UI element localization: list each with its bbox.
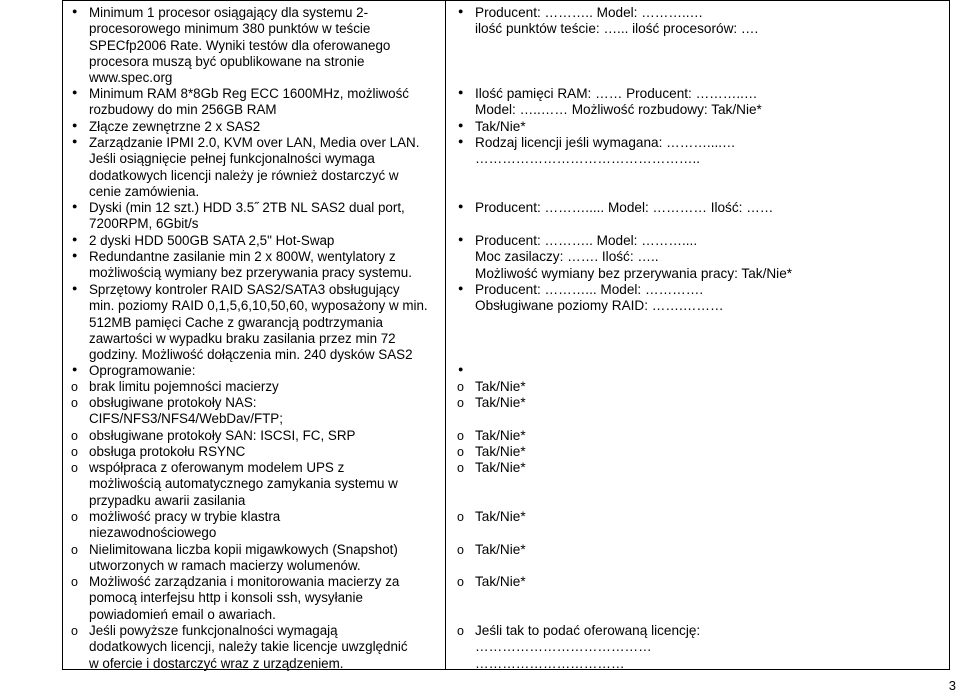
text-line: www.spec.org [89,70,173,86]
text-line: powiadomień email o awariach. [89,606,276,622]
bullet-icon: ● [458,283,464,293]
text-line: Minimum 1 procesor osiągający dla systemu 2- [89,5,369,20]
text-line: obsługiwane protokoły SAN: ISCSI, FC, SRP [89,428,356,443]
bullet-icon: ● [72,283,78,293]
text-line: Moc zasilaczy: ……. Ilość: ….. [475,249,659,265]
bullet-icon: ● [458,201,464,211]
text-line: Minimum RAM 8*8Gb Reg ECC 1600MHz, możliwość [89,86,409,101]
text-line: cenie zamówienia. [89,183,200,199]
bullet-icon: ● [72,120,78,130]
text-line: zawartości w wypadku braku zasilania przez min 72 [89,330,396,346]
text-line: utworzonych w ramach macierzy wolumenów. [89,558,361,574]
text-line: Tak/Nie* [475,444,526,459]
text-line: obsługa protokołu RSYNC [89,444,246,459]
bullet-icon: ● [458,87,464,97]
text-line: dodatkowych licencji należy je również dostarczyć w [89,167,399,183]
text-line: rozbudowy do min 256GB RAM [89,102,277,118]
text-line: dodatkowych licencji, należy takie licencje uwzględnić [89,639,408,655]
text-line: niezawodnościowego [89,525,217,541]
bullet-icon: ● [458,364,464,374]
text-line: Tak/Nie* [475,509,526,524]
text-line: Obsługiwane poziomy RAID: …….……… [475,298,724,314]
circle-bullet-icon: o [71,624,78,638]
text-line: Model: …..…… Możliwość rozbudowy: Tak/Nie* [475,102,762,118]
text-line: możliwością automatycznego zamykania systemu w [89,476,398,492]
text-line: Producent: ………... Model: …………. [475,282,704,297]
circle-bullet-icon: o [457,543,464,557]
text-line: ilość punktów teście: …... ilość procesorów: …. [475,21,759,37]
text-line: Możliwość wymiany bez przerywania pracy: Tak/Nie* [475,265,793,281]
circle-bullet-icon: o [71,575,78,589]
text-line: Jeśli tak to podać oferowaną licencję: [475,623,701,638]
text-line: Sprzętowy kontroler RAID SAS2/SATA3 obsługujący [89,282,400,297]
circle-bullet-icon: o [71,380,78,394]
text-line: ………………………………………….. [475,151,701,167]
text-line: godziny. Możliwość dołączenia min. 240 dysków SAS2 [89,347,413,363]
text-line: Oprogramowanie: [89,363,196,378]
bullet-icon: ● [72,201,78,211]
text-line: Tak/Nie* [475,379,526,394]
text-line: …………………………… [475,655,625,671]
text-line: Tak/Nie* [475,119,526,134]
text-line: Producent: ………..... Model: ………… Ilość: …… [475,200,774,215]
text-line: Nielimitowana liczba kopii migawkowych (Snapshot) [89,542,398,557]
circle-bullet-icon: o [457,396,464,410]
text-line: pomocą interfejsu http i konsoli ssh, wysyłanie [89,590,363,606]
text-line: Producent: ……….. Model: ………..… [475,5,704,20]
circle-bullet-icon: o [71,543,78,557]
text-line: współpraca z oferowanym modelem UPS z [89,460,345,475]
text-line: w ofercie i dostarczyć wraz z urządzeniem. [89,655,344,671]
circle-bullet-icon: o [457,461,464,475]
circle-bullet-icon: o [71,396,78,410]
text-line: CIFS/NFS3/NFS4/WebDav/FTP; [89,411,283,427]
circle-bullet-icon: o [71,445,78,459]
spec-table [62,0,950,670]
text-line: Ilość pamięci RAM: …… Producent: ………..… [475,86,758,101]
text-line: Jeśli osiągnięcie pełnej funkcjonalności wymaga [89,151,375,167]
bullet-icon: ● [72,234,78,244]
circle-bullet-icon: o [457,445,464,459]
text-line: brak limitu pojemności macierzy [89,379,279,394]
text-line: przypadku awarii zasilania [89,492,246,508]
bullet-icon: ● [72,6,78,16]
circle-bullet-icon: o [457,429,464,443]
text-line: Tak/Nie* [475,542,526,557]
page-number: 3 [948,678,956,693]
text-line: Zarządzanie IPMI 2.0, KVM over LAN, Media over LAN. [89,135,420,150]
circle-bullet-icon: o [71,461,78,475]
text-line: procesora muszą być opublikowane na stronie [89,53,365,69]
text-line: obsługiwane protokoły NAS: [89,395,257,410]
text-line: Producent: ……….. Model: ……….... [475,233,698,248]
text-line: min. poziomy RAID 0,1,5,6,10,50,60, wyposażony w min. [89,298,428,314]
text-line: Tak/Nie* [475,574,526,589]
text-line: Redundantne zasilanie min 2 x 800W, wentylatory z [89,249,396,264]
circle-bullet-icon: o [71,510,78,524]
circle-bullet-icon: o [457,624,464,638]
text-line: procesorowego minimum 380 punktów w teście [89,21,371,37]
bullet-icon: ● [458,234,464,244]
text-line: Złącze zewnętrzne 2 x SAS2 [89,119,261,134]
text-line: Rodzaj licencji jeśli wymagana: ………....… [475,135,736,150]
bullet-icon: ● [72,250,78,260]
text-line: Tak/Nie* [475,395,526,410]
bullet-icon: ● [458,6,464,16]
bullet-icon: ● [458,136,464,146]
column-divider [445,1,446,669]
circle-bullet-icon: o [457,510,464,524]
text-line: Możliwość zarządzania i monitorowania macierzy za [89,574,400,589]
text-line: ………………………………… [475,639,652,655]
text-line: możliwością wymiany bez przerywania pracy systemu. [89,265,412,281]
text-line: SPECfp2006 Rate. Wyniki testów dla oferowanego [89,37,391,53]
text-line: Tak/Nie* [475,428,526,443]
text-line: Tak/Nie* [475,460,526,475]
text-line: Dyski (min 12 szt.) HDD 3.5˝ 2TB NL SAS2 dual port, [89,200,405,215]
circle-bullet-icon: o [71,429,78,443]
text-line: Jeśli powyższe funkcjonalności wymagają [89,623,338,638]
text-line: 2 dyski HDD 500GB SATA 2,5" Hot-Swap [89,233,335,248]
text-line: możliwość pracy w trybie klastra [89,509,281,524]
bullet-icon: ● [72,136,78,146]
circle-bullet-icon: o [457,380,464,394]
text-line: 512MB pamięci Cache z gwarancją podtrzymania [89,314,383,330]
bullet-icon: ● [72,87,78,97]
circle-bullet-icon: o [457,575,464,589]
bullet-icon: ● [72,364,78,374]
bullet-icon: ● [458,120,464,130]
text-line: 7200RPM, 6Gbit/s [89,216,199,232]
